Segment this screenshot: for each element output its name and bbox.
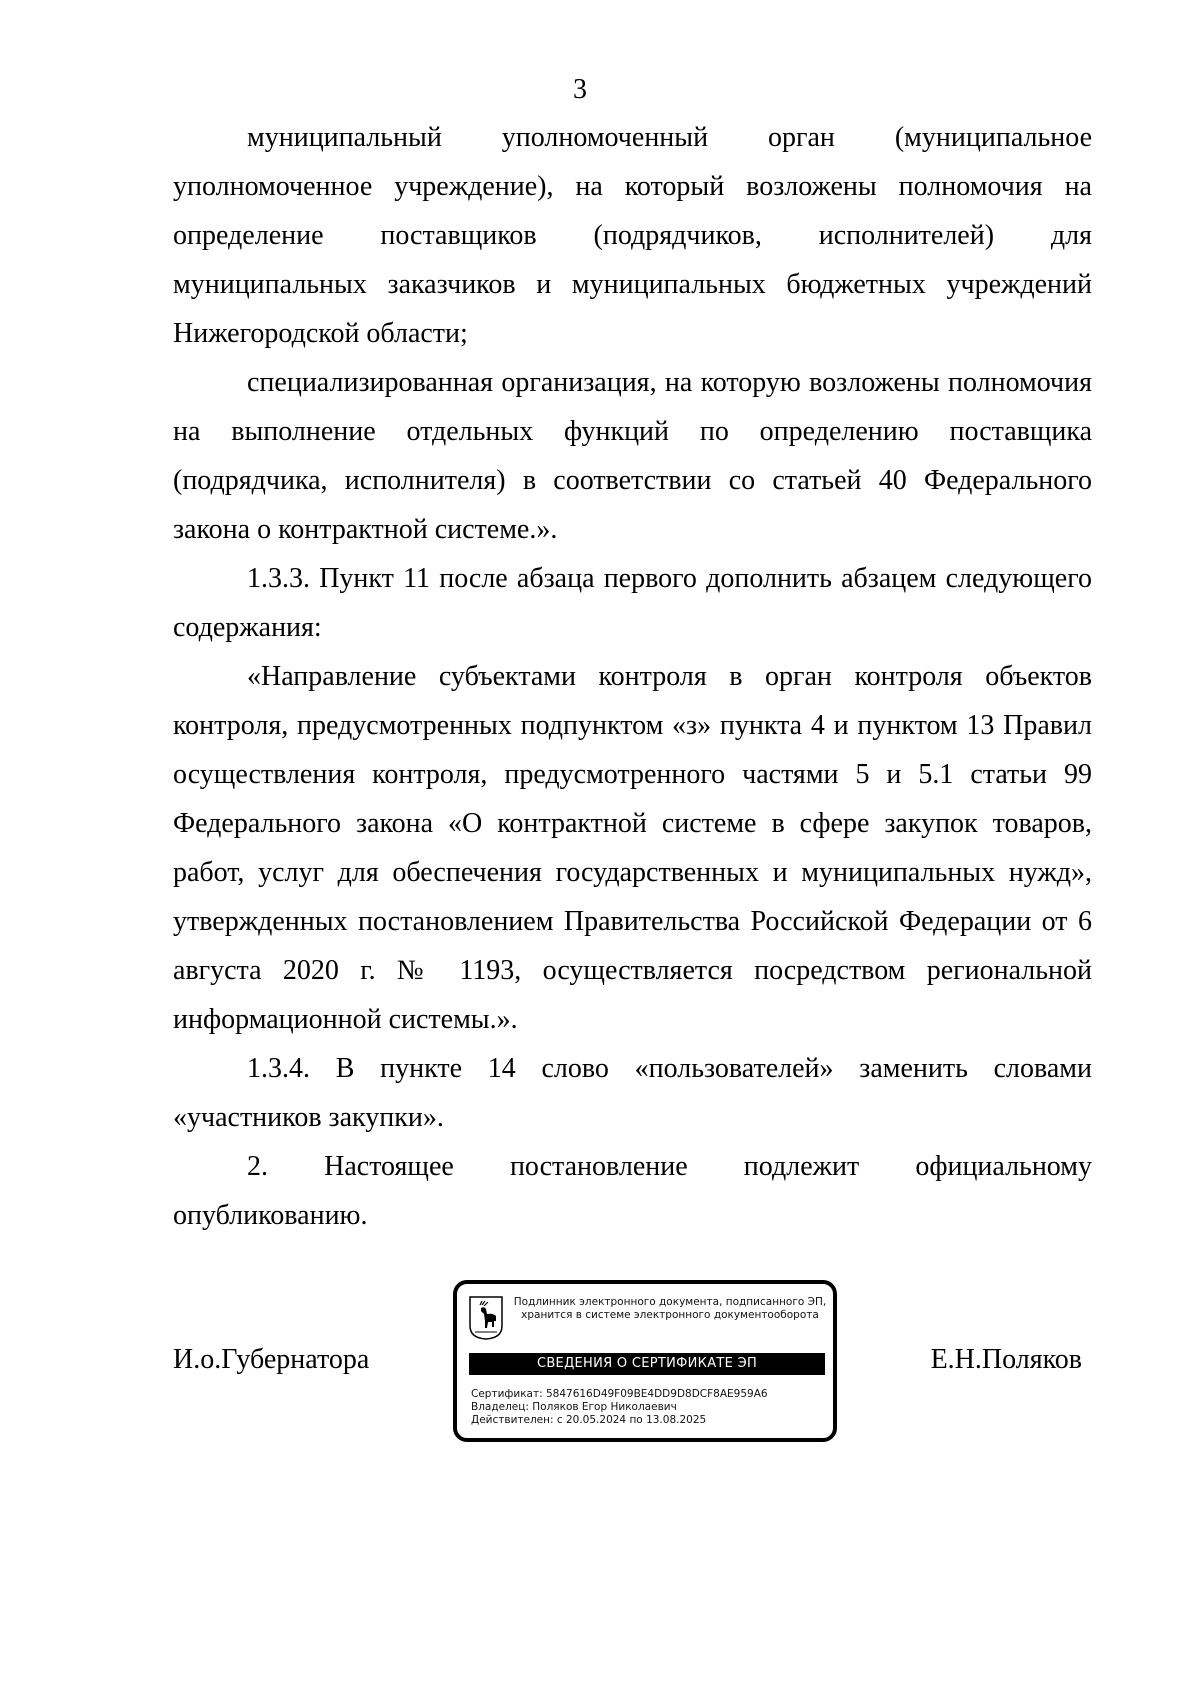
page-number: 3 bbox=[573, 74, 587, 105]
signatory-position: И.о.Губернатора bbox=[173, 1344, 370, 1375]
certificate-owner: Владелец: Поляков Егор Николаевич bbox=[471, 1401, 677, 1413]
stamp-header: СВЕДЕНИЯ О СЕРТИФИКАТЕ ЭП bbox=[469, 1353, 825, 1375]
stamp-notice: Подлинник электронного документа, подписанного ЭП, хранится в системе электронного документооборота bbox=[513, 1296, 827, 1321]
paragraph: специализированная организация, на которую возложены полномочия на выполнение отдельных функций по определению поставщика (подрядчика, исполнителя) в соответствии со статьей 40 Федерального закона о контрактной системе.». bbox=[173, 367, 1092, 545]
document-body bbox=[173, 113, 1092, 1240]
certificate-validity: Действителен: с 20.05.2024 по 13.08.2025 bbox=[471, 1414, 707, 1426]
certificate-number: Сертификат: 5847616D49F09BE4DD9D8DCF8AE959A6 bbox=[471, 1388, 768, 1400]
deer-emblem-icon bbox=[469, 1296, 503, 1340]
paragraph: 1.3.3. Пункт 11 после абзаца первого дополнить абзацем следующего содержания: bbox=[173, 563, 1092, 643]
certificate-info bbox=[471, 1388, 827, 1427]
paragraph: 2. Настоящее постановление подлежит официальному опубликованию. bbox=[173, 1151, 1092, 1231]
paragraph: 1.3.4. В пункте 14 слово «пользователей» заменить словами «участников закупки». bbox=[173, 1053, 1092, 1133]
electronic-signature-stamp bbox=[453, 1280, 837, 1442]
signatory-name: Е.Н.Поляков bbox=[930, 1344, 1082, 1375]
paragraph: «Направление субъектами контроля в орган контроля объектов контроля, предусмотренных подпунктом «з» пункта 4 и пунктом 13 Правил осуществления контроля, предусмотренного частями 5 и 5.1 статьи 99 Федерального закона «О контрактной системе в сфере закупок товаров, работ, услуг для обеспечения государственных и муниципальных нужд», утвержденных постановлением Правительства Российской Федерации от 6 августа 2020 г. № 1193, осуществляется посредством региональной информационной системы.». bbox=[173, 661, 1092, 1035]
paragraph: муниципальный уполномоченный орган (муниципальное уполномоченное учреждение), на который возложены полномочия на определение поставщиков (подрядчиков, исполнителей) для муниципальных заказчиков и муниципальных бюджетных учреждений Нижегородской области; bbox=[173, 122, 1092, 349]
